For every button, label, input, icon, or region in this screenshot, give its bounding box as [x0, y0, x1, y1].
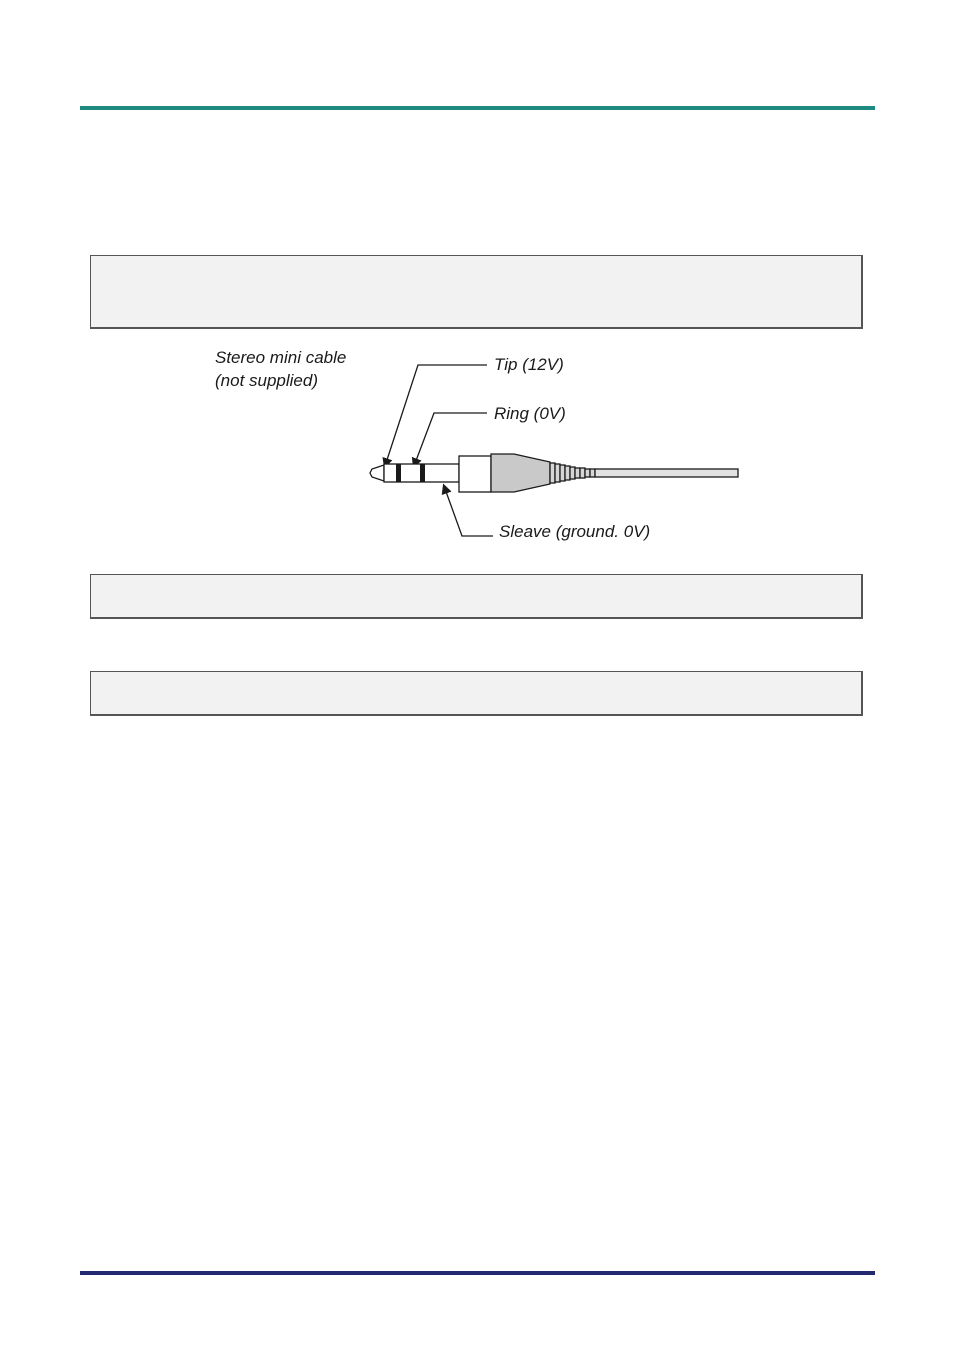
- plug-tip: [370, 465, 384, 481]
- sleeve-leader-line: [444, 486, 493, 536]
- tip-leader-line: [385, 365, 487, 466]
- note-box-bottom: [90, 671, 863, 716]
- leader-lines: [385, 365, 493, 536]
- plug-collar: [459, 456, 491, 492]
- tip-ring-insulator: [396, 464, 401, 482]
- note-box-top: [90, 255, 863, 329]
- sleeve-label: Sleave (ground. 0V): [499, 522, 651, 541]
- tip-label: Tip (12V): [494, 355, 564, 374]
- header-rule: [80, 106, 875, 110]
- ring-sleeve-insulator: [420, 464, 425, 482]
- footer-rule: [80, 1271, 875, 1275]
- stereo-mini-plug-diagram: [200, 338, 760, 558]
- note-box-middle: [90, 574, 863, 619]
- cable-label-line1: Stereo mini cable: [215, 348, 347, 367]
- cable: [595, 469, 738, 477]
- plug-drawing: [370, 454, 738, 492]
- strain-relief: [550, 463, 595, 483]
- plug-body: [491, 454, 550, 492]
- cable-label-line2: (not supplied): [215, 371, 319, 390]
- ring-label: Ring (0V): [494, 404, 566, 423]
